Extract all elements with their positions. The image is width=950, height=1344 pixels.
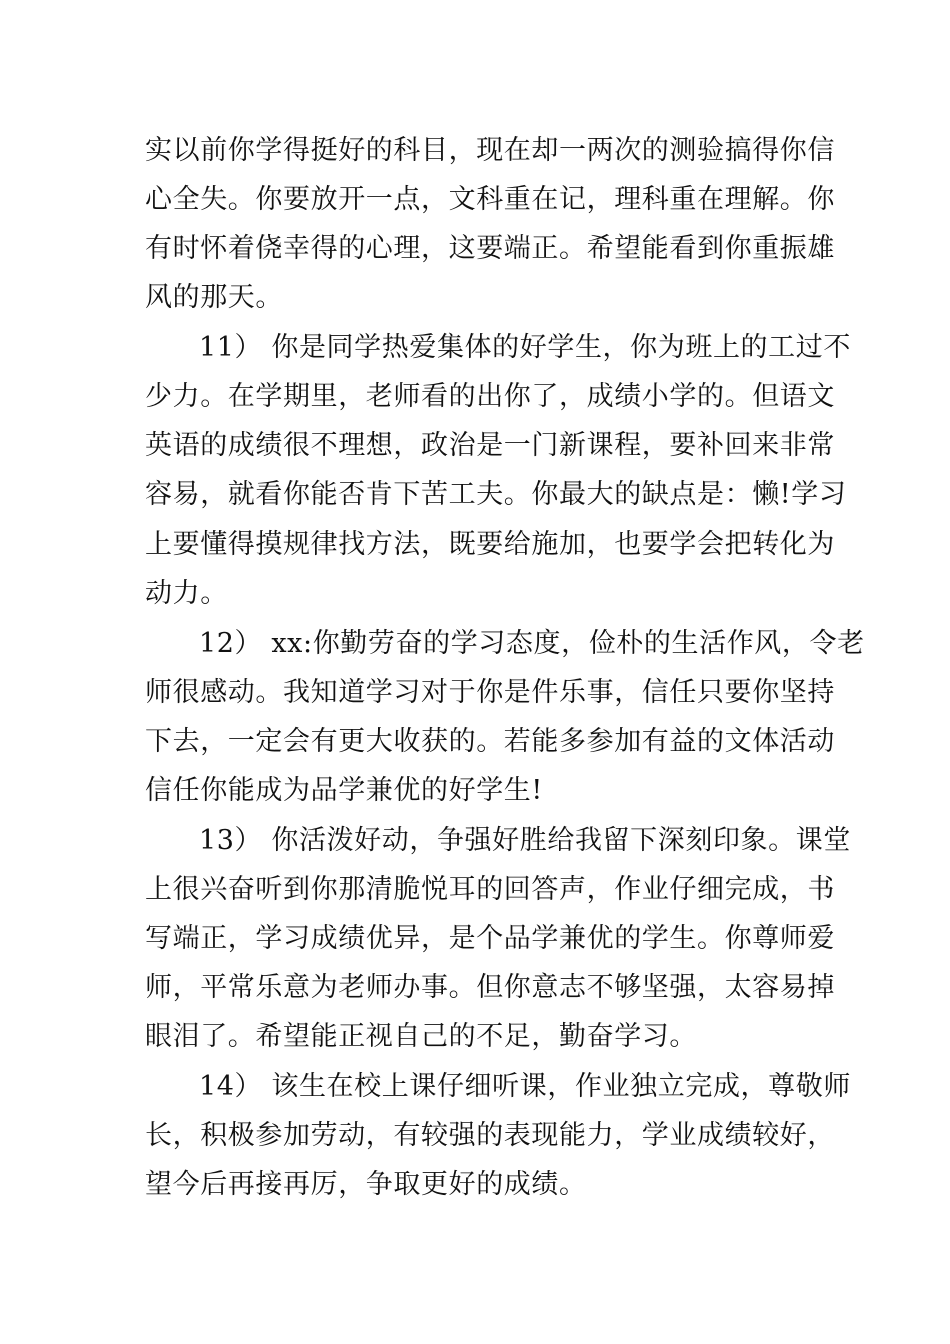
paragraph-13-first-line: 13） 你活泼好动，争强好胜给我留下深刻印象。课堂 <box>199 825 851 856</box>
paragraph-11-first-line: 11） 你是同学热爱集体的好学生，你为班上的工过不 <box>199 332 851 363</box>
text-line: 眼泪了。希望能正视自己的不足，勤奋学习。 <box>145 1021 697 1052</box>
text-line: 英语的成绩很不理想，政治是一门新课程，要补回来非常 <box>145 430 835 461</box>
text-line: 实以前你学得挺好的科目，现在却一两次的测验搞得你信 <box>145 135 835 166</box>
text-line: 下去，一定会有更大收获的。若能多参加有益的文体活动 <box>145 726 835 757</box>
paragraph-14-first-line: 14） 该生在校上课仔细听课，作业独立完成，尊敬师 <box>199 1071 851 1102</box>
text-line: 心全失。你要放开一点，文科重在记，理科重在理解。你 <box>145 184 835 215</box>
text-line: 望今后再接再厉，争取更好的成绩。 <box>145 1169 587 1200</box>
text-line: 长，积极参加劳动，有较强的表现能力，学业成绩较好， <box>145 1120 835 1151</box>
text-line: 上很兴奋听到你那清脆悦耳的回答声，作业仔细完成，书 <box>145 874 835 905</box>
text-line: 师很感动。我知道学习对于你是件乐事，信任只要你坚持 <box>145 677 835 708</box>
text-line: 少力。在学期里，老师看的出你了，成绩小学的。但语文 <box>145 381 835 412</box>
text-line: 信任你能成为品学兼优的好学生! <box>145 775 543 806</box>
text-line: 师，平常乐意为老师办事。但你意志不够坚强，太容易掉 <box>145 972 835 1003</box>
text-line: 动力。 <box>145 578 228 609</box>
text-line: 容易，就看你能否肯下苦工夫。你最大的缺点是：懒!学习 <box>145 479 847 510</box>
text-line: 风的那天。 <box>145 282 283 313</box>
text-line: 写端正，学习成绩优异，是个品学兼优的学生。你尊师爱 <box>145 923 835 954</box>
text-line: 上要懂得摸规律找方法，既要给施加，也要学会把转化为 <box>145 529 835 560</box>
paragraph-12-first-line: 12） xx:你勤劳奋的学习态度，俭朴的生活作风，令老 <box>199 628 865 659</box>
text-line: 有时怀着侥幸得的心理，这要端正。希望能看到你重振雄 <box>145 233 835 264</box>
